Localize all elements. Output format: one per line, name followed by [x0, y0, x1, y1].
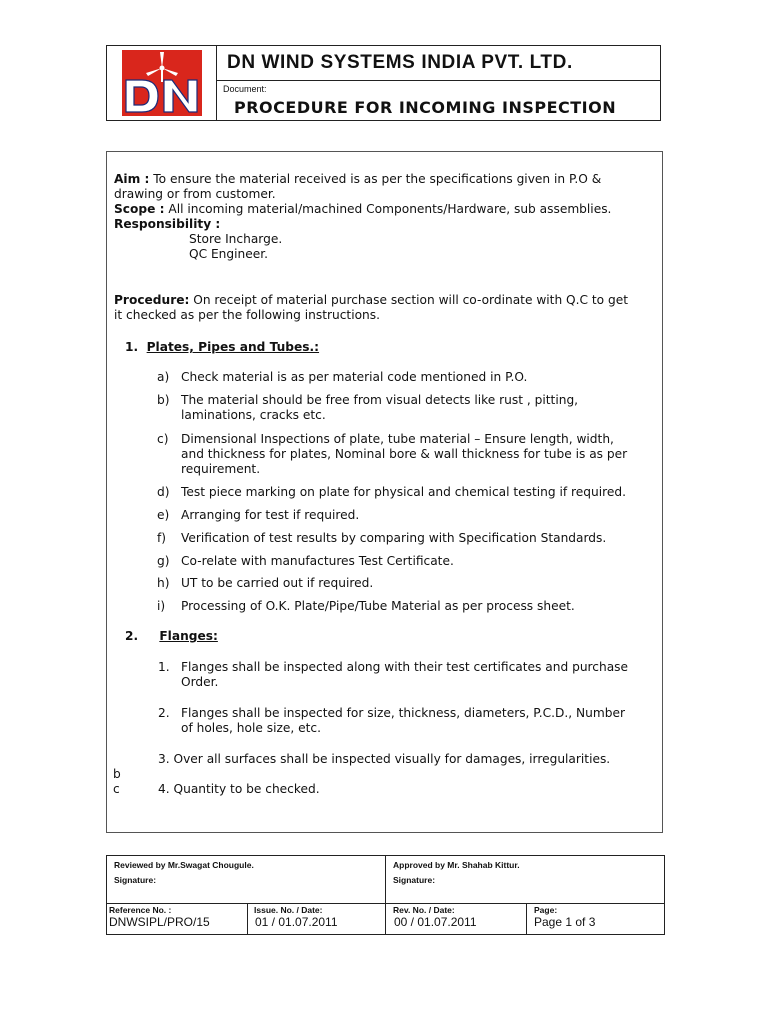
section-2-title: Flanges: [159, 629, 218, 643]
list-item-marker: 1. [158, 660, 170, 674]
list-item: UT to be carried out if required. [181, 576, 374, 590]
list-item-continued: of holes, hole size, etc. [181, 721, 321, 735]
page-value: Page 1 of 3 [534, 915, 596, 929]
page-cell [527, 903, 664, 934]
company-name: DN WIND SYSTEMS INDIA PVT. LTD. [217, 46, 660, 81]
responsibility-label: Responsibility : [114, 217, 221, 231]
document-title: PROCEDURE FOR INCOMING INSPECTION [234, 98, 617, 117]
aim-text: To ensure the material received is as per the specifications given in P.O & [149, 172, 602, 186]
responsible-store-incharge: Store Incharge. [189, 232, 283, 246]
approved-cell [386, 856, 664, 903]
procedure-text-continued: it checked as per the following instructions. [114, 308, 380, 322]
procedure-body [106, 151, 663, 833]
reference-cell [107, 903, 248, 934]
list-item-marker: h) [157, 576, 170, 590]
stray-letter-c: c [113, 782, 120, 796]
reviewed-by: Reviewed by Mr.Swagat Chougule. [114, 860, 254, 870]
page-label: Page: [534, 905, 558, 915]
document-header [106, 45, 661, 121]
procedure-label: Procedure: [114, 293, 190, 307]
list-item-marker: e) [157, 508, 170, 522]
issue-cell [248, 903, 386, 934]
list-item: Arranging for test if required. [181, 508, 360, 522]
reviewed-cell [107, 856, 386, 903]
aim-label: Aim : [114, 172, 150, 186]
logo-cell [107, 46, 217, 120]
list-item: Test piece marking on plate for physical and chemical testing if required. [181, 485, 626, 499]
list-item-marker: i) [157, 599, 166, 613]
list-item: Flanges shall be inspected along with their test certificates and purchase [181, 660, 629, 674]
list-item: 3. Over all surfaces shall be inspected visually for damages, irregularities. [158, 752, 611, 766]
list-item-continued: requirement. [181, 462, 261, 476]
wind-turbine-logo-icon [122, 50, 202, 116]
scope-text: All incoming material/machined Components/Hardware, sub assemblies. [164, 202, 612, 216]
list-item-marker: a) [157, 370, 170, 384]
list-item: Verification of test results by comparing with Specification Standards. [181, 531, 607, 545]
stray-letter-b: b [113, 767, 121, 781]
list-item: Flanges shall be inspected for size, thickness, diameters, P.C.D., Number [181, 706, 625, 720]
revision-label: Rev. No. / Date: [393, 905, 455, 915]
revision-cell [386, 903, 527, 934]
issue-value: 01 / 01.07.2011 [255, 915, 338, 929]
aim-line [114, 172, 601, 187]
section-1-title: Plates, Pipes and Tubes.: [146, 340, 320, 354]
list-item: Processing of O.K. Plate/Pipe/Tube Material as per process sheet. [181, 599, 575, 613]
list-item-marker: d) [157, 485, 170, 499]
reference-value: DNWSIPL/PRO/15 [109, 915, 210, 929]
document-title-area [217, 81, 660, 120]
document-footer [106, 855, 665, 935]
scope-line [114, 202, 611, 217]
list-item: The material should be free from visual detects like rust , pitting, [181, 393, 579, 407]
revision-value: 00 / 01.07.2011 [394, 915, 477, 929]
footer-reference-row [107, 903, 664, 934]
footer-approval-row [107, 856, 664, 904]
signature-left: Signature: [114, 875, 157, 885]
scope-label: Scope : [114, 202, 165, 216]
issue-label: Issue. No. / Date: [254, 905, 323, 915]
section-2-heading [125, 629, 218, 644]
list-item-marker: f) [157, 531, 167, 545]
approved-by: Approved by Mr. Shahab Kittur. [393, 860, 520, 870]
list-item-marker: b) [157, 393, 170, 407]
responsible-qc-engineer: QC Engineer. [189, 247, 269, 261]
list-item: Co-relate with manufactures Test Certificate. [181, 554, 454, 568]
document-label: Document: [223, 84, 267, 94]
procedure-line [114, 293, 628, 308]
list-item-marker: c) [157, 432, 169, 446]
section-2-number: 2. [125, 629, 139, 643]
list-item: Check material is as per material code mentioned in P.O. [181, 370, 528, 384]
procedure-text: On receipt of material purchase section will co-ordinate with Q.C to get [189, 293, 629, 307]
signature-right: Signature: [393, 875, 436, 885]
section-1-heading [125, 340, 319, 355]
reference-label: Reference No. : [109, 905, 172, 915]
list-item-marker: g) [157, 554, 170, 568]
company-logo [122, 50, 202, 116]
list-item: 4. Quantity to be checked. [158, 782, 320, 796]
list-item-continued: Order. [181, 675, 219, 689]
list-item-continued: laminations, cracks etc. [181, 408, 326, 422]
title-cell [217, 46, 660, 120]
list-item: Dimensional Inspections of plate, tube material – Ensure length, width, [181, 432, 614, 446]
aim-text-continued: drawing or from customer. [114, 187, 276, 201]
list-item-continued: and thickness for plates, Nominal bore & wall thickness for tube is as per [181, 447, 628, 461]
section-1-number: 1. [125, 340, 139, 354]
list-item-marker: 2. [158, 706, 170, 720]
